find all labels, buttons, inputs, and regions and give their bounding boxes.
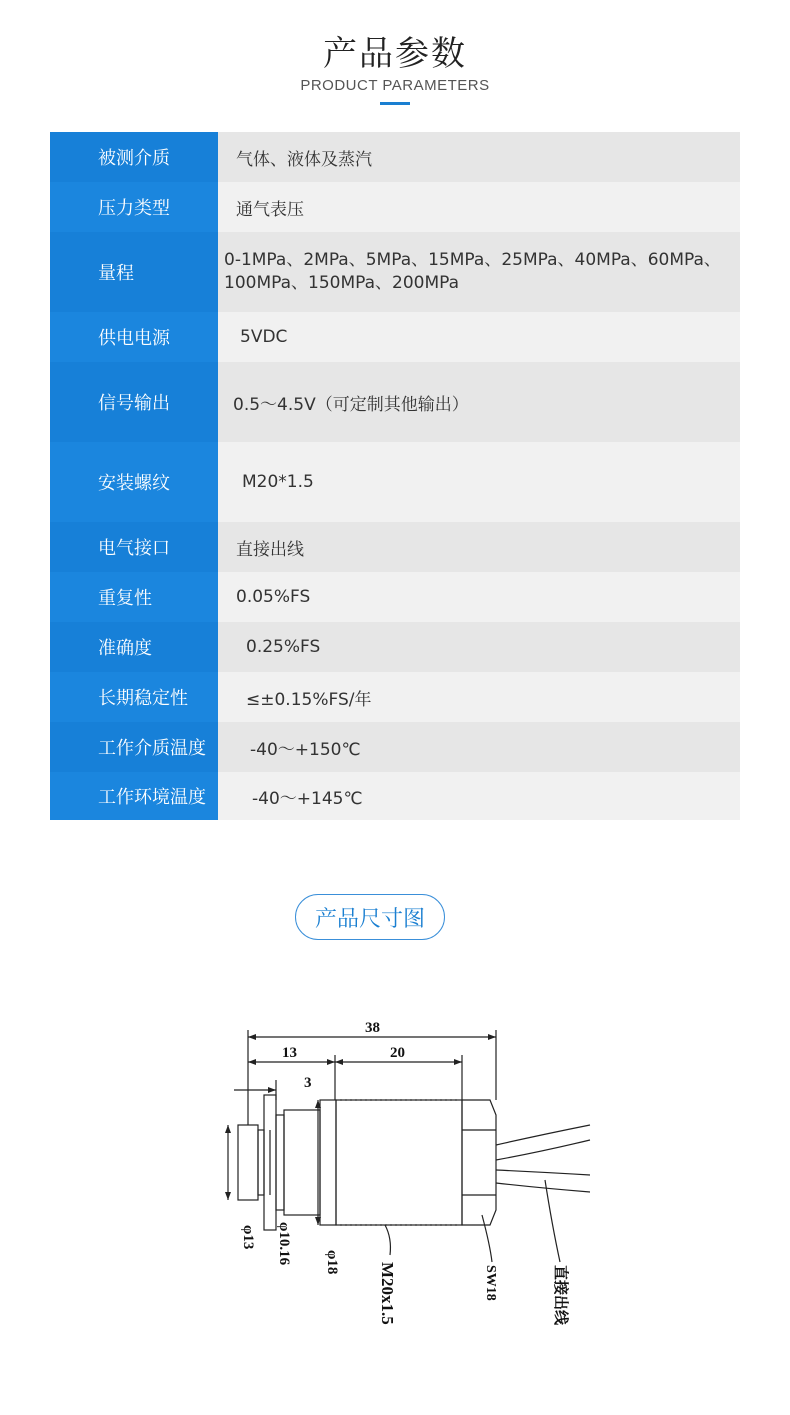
table-row (50, 522, 740, 572)
param-label: 信号输出 (50, 362, 218, 442)
table-row (50, 362, 740, 442)
dim-total-label: 38 (365, 1020, 380, 1036)
table-row (50, 672, 740, 722)
table-row (50, 182, 740, 232)
table-row (50, 442, 740, 522)
dim-small-label: 3 (304, 1075, 312, 1091)
param-label: 电气接口 (50, 522, 218, 572)
table-row (50, 622, 740, 672)
param-value: 0.25%FS (218, 622, 740, 672)
param-value: 气体、液体及蒸汽 (218, 132, 740, 182)
param-value: 0.5～4.5V（可定制其他输出） (218, 362, 740, 442)
param-value-line-1: 0-1MPa、2MPa、5MPa、15MPa、25MPa、40MPa、60MPa、 (224, 250, 721, 270)
param-value: 直接出线 (218, 522, 740, 572)
param-label: 压力类型 (50, 182, 218, 232)
param-label: 工作环境温度 (50, 772, 218, 820)
param-label: 量程 (50, 232, 218, 312)
param-value: 0.05%FS (218, 572, 740, 622)
dim-right-label: 20 (390, 1045, 405, 1061)
table-row (50, 572, 740, 622)
title-underline (380, 102, 410, 105)
parameter-table (50, 132, 740, 820)
param-value: -40～+145℃ (218, 772, 740, 820)
table-row (50, 772, 740, 820)
param-value-line-2: 100MPa、150MPa、200MPa (224, 273, 460, 293)
dia-1016-label: φ10.16 (276, 1222, 292, 1266)
param-value: M20*1.5 (218, 442, 740, 522)
param-label: 工作介质温度 (50, 722, 218, 772)
param-value: 通气表压 (218, 182, 740, 232)
param-label: 供电电源 (50, 312, 218, 362)
dia-13-label: φ13 (240, 1225, 256, 1250)
param-label: 安装螺纹 (50, 442, 218, 522)
dim-left-label: 13 (282, 1045, 297, 1061)
param-value: ≤±0.15%FS/年 (218, 672, 740, 722)
dimension-section-button[interactable]: 产品尺寸图 (295, 894, 445, 940)
cable-label: 直接出线 (552, 1265, 570, 1326)
param-label: 重复性 (50, 572, 218, 622)
table-row (50, 232, 740, 312)
param-label: 长期稳定性 (50, 672, 218, 722)
table-row (50, 132, 740, 182)
table-row (50, 722, 740, 772)
dimension-drawing (200, 1000, 620, 1370)
dia-18-label: φ18 (324, 1250, 340, 1275)
hex-label: SW18 (483, 1265, 498, 1301)
param-value (218, 232, 740, 312)
param-value: -40～+150℃ (218, 722, 740, 772)
page-title: 产品参数 (323, 34, 467, 74)
param-label: 准确度 (50, 622, 218, 672)
thread-label: M20x1.5 (378, 1262, 397, 1325)
param-label: 被测介质 (50, 132, 218, 182)
table-row (50, 312, 740, 362)
page-subtitle: PRODUCT PARAMETERS (300, 77, 490, 94)
param-value: 5VDC (218, 312, 740, 362)
